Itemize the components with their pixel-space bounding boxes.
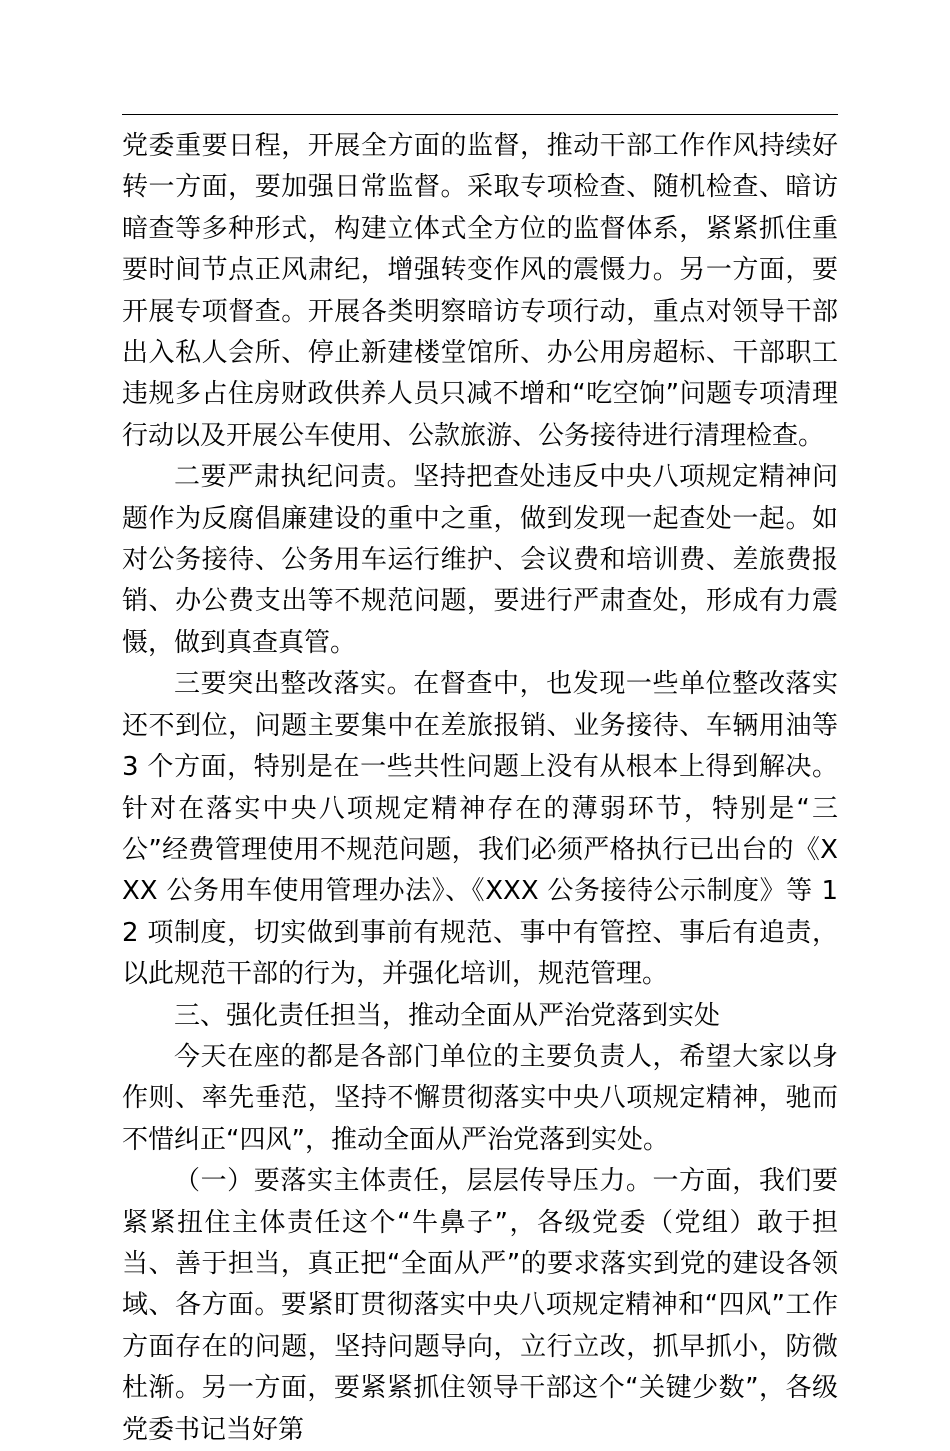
paragraph-rectification: 三要突出整改落实。在督查中，也发现一些单位整改落实还不到位，问题主要集中在差旅报销、业务接待、车辆用油等 3 个方面，特别是在一些共性问题上没有从根本上得到解决。针对在落实中央八项规定精神存在的薄弱环节，特别是“三公”经费管理使用不规范问题，我们必须严格执行已出台的《XXX 公务用车使用管理办法》、《XXX 公务接待公示制度》等 12 项制度，切实做到事前有规范、事中有管控、事后有追责，以此规范干部的行为，并强化培训，规范管理。 — [122, 669, 838, 990]
paragraph-strict-discipline: 二要严肃执纪问责。坚持把查处违反中央八项规定精神问题作为反腐倡廉建设的重中之重，做到发现一起查处一起。如对公务接待、公务用车运行维护、会议费和培训费、差旅费报销、办公费支出等不规范问题，要进行严肃查处，形成有力震慑，做到真查真管。 — [122, 462, 838, 658]
header-divider — [122, 114, 838, 115]
document-body — [122, 126, 838, 1451]
section-heading-responsibility: 三、强化责任担当，推动全面从严治党落到实处 — [174, 1000, 721, 1031]
paragraph-leaders-example: 今天在座的都是各部门单位的主要负责人，希望大家以身作则、率先垂范，坚持不懈贯彻落实中央八项规定精神，驰而不惜纠正“四风”，推动全面从严治党落到实处。 — [122, 1041, 838, 1155]
paragraph-supervision-continued: 党委重要日程，开展全方面的监督，推动干部工作作风持续好转一方面，要加强日常监督。采取专项检查、随机检查、暗访暗查等多种形式，构建立体式全方位的监督体系，紧紧抓住重要时间节点正风肃纪，增强转变作风的震慑力。另一方面，要开展专项督查。开展各类明察暗访专项行动，重点对领导干部出入私人会所、停止新建楼堂馆所、办公用房超标、干部职工违规多占住房财政供养人员只减不增和“吃空饷”问题专项清理行动以及开展公车使用、公款旅游、公务接待进行清理检查。 — [122, 131, 838, 451]
paragraph-main-responsibility: （一）要落实主体责任，层层传导压力。一方面，我们要紧紧扭住主体责任这个“牛鼻子”，各级党委（党组）敢于担当、善于担当，真正把“全面从严”的要求落实到党的建设各领域、各方面。要紧盯贯彻落实中央八项规定精神和“四风”工作方面存在的问题，坚持问题导向，立行立改，抓早抓小，防微杜渐。另一方面，要紧紧抓住领导干部这个“关键少数”，各级党委书记当好第 — [122, 1166, 838, 1445]
